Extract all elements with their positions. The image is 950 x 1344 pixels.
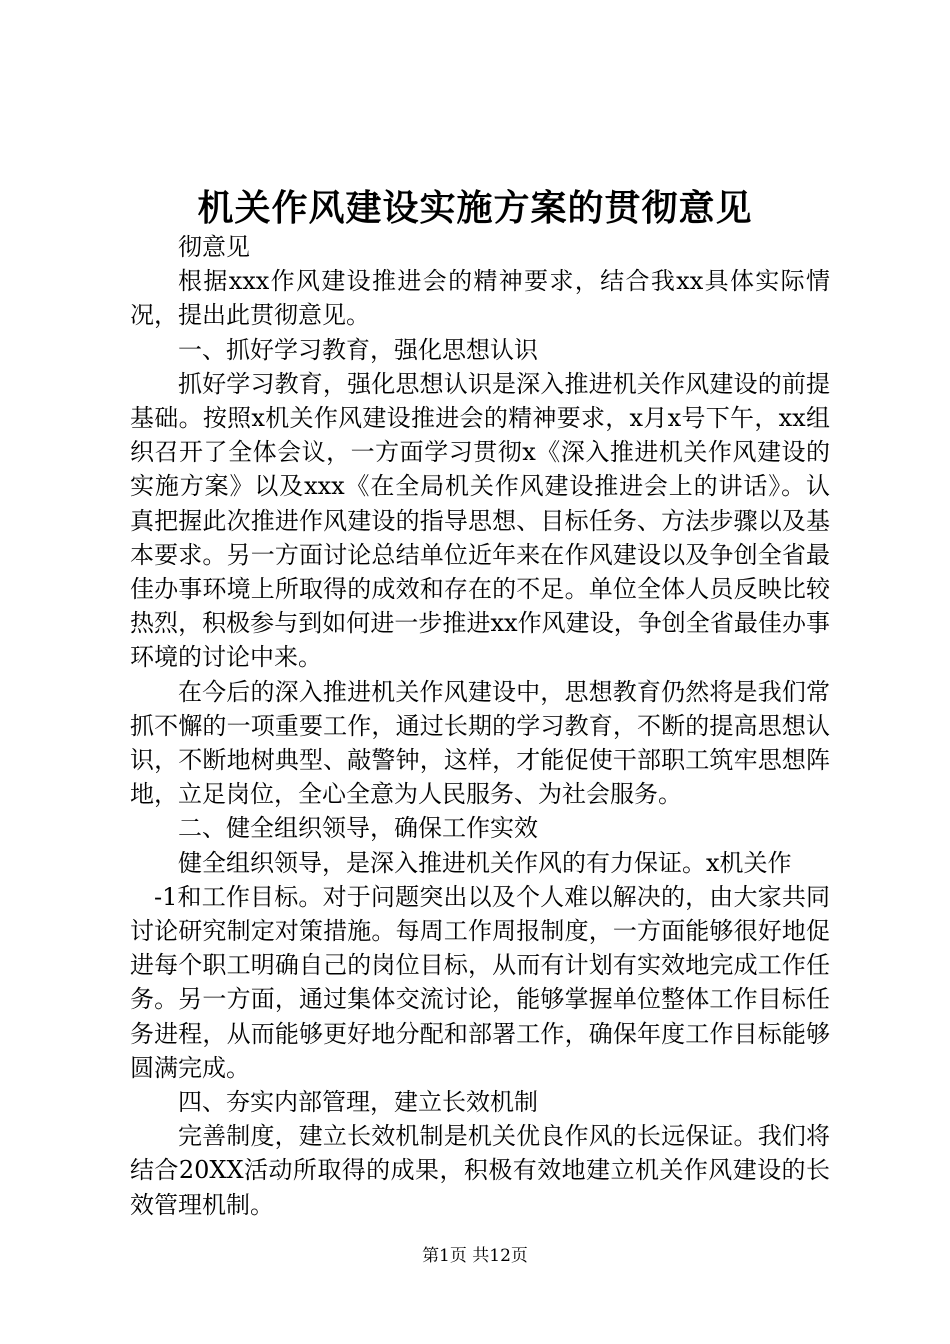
paragraph-section-2-a: 健全组织领导，是深入推进机关作风的有力保证。x机关作	[178, 848, 792, 877]
document-body	[130, 230, 830, 1222]
section-heading-4: 四、夯实内部管理，建立长效机制	[178, 1088, 538, 1117]
paragraph-section-1-b: 在今后的深入推进机关作风建设中，思想教育仍然将是我们常抓不懈的一项重要工作，通过长期的学习教育，不断的提高思想认识，不断地树典型、敲警钟，这样，才能促使干部职工筑牢思想阵地，立足岗位，全心全意为人民服务、为社会服务。	[130, 677, 830, 809]
paragraph-section-4-a: 完善制度，建立长效机制是机关优良作风的长远保证。我们将结合20XX活动所取得的成果，积极有效地建立机关作风建设的长效管理机制。	[130, 1122, 830, 1219]
section-heading-2: 二、健全组织领导，确保工作实效	[178, 814, 538, 843]
paragraph-section-2-b: -1和工作目标。对于问题突出以及个人难以解决的，由大家共同讨论研究制定对策措施。每周工作周报制度，一方面能够很好地促进每个职工明确自己的岗位目标，从而有计划有实效地完成工作任务。另一方面，通过集体交流讨论，能够掌握单位整体工作目标任务进程，从而能够更好地分配和部署工作，确保年度工作目标能够圆满完成。	[130, 882, 830, 1082]
page-footer: 第1页 共12页	[422, 1246, 528, 1266]
paragraph-opening: 根据xxx作风建设推进会的精神要求，结合我xx具体实际情况，提出此贯彻意见。	[130, 267, 830, 330]
section-heading-1: 一、抓好学习教育，强化思想认识	[178, 335, 538, 364]
document-title: 机关作风建设实施方案的贯彻意见	[197, 187, 753, 229]
paragraph-intro-fragment: 彻意见	[178, 233, 250, 261]
paragraph-section-1-a: 抓好学习教育，强化思想认识是深入推进机关作风建设的前提基础。按照x机关作风建设推进会的精神要求，x月x号下午，xx组织召开了全体会议，一方面学习贯彻x《深入推进机关作风建设的实施方案》以及xxx《在全局机关作风建设推进会上的讲话》。认真把握此次推进作风建设的指导思想、目标任务、方法步骤以及基本要求。另一方面讨论总结单位近年来在作风建设以及争创全省最佳办事环境上所取得的成效和存在的不足。单位全体人员反映比较热烈，积极参与到如何进一步推进xx作风建设，争创全省最佳办事环境的讨论中来。	[130, 369, 830, 672]
